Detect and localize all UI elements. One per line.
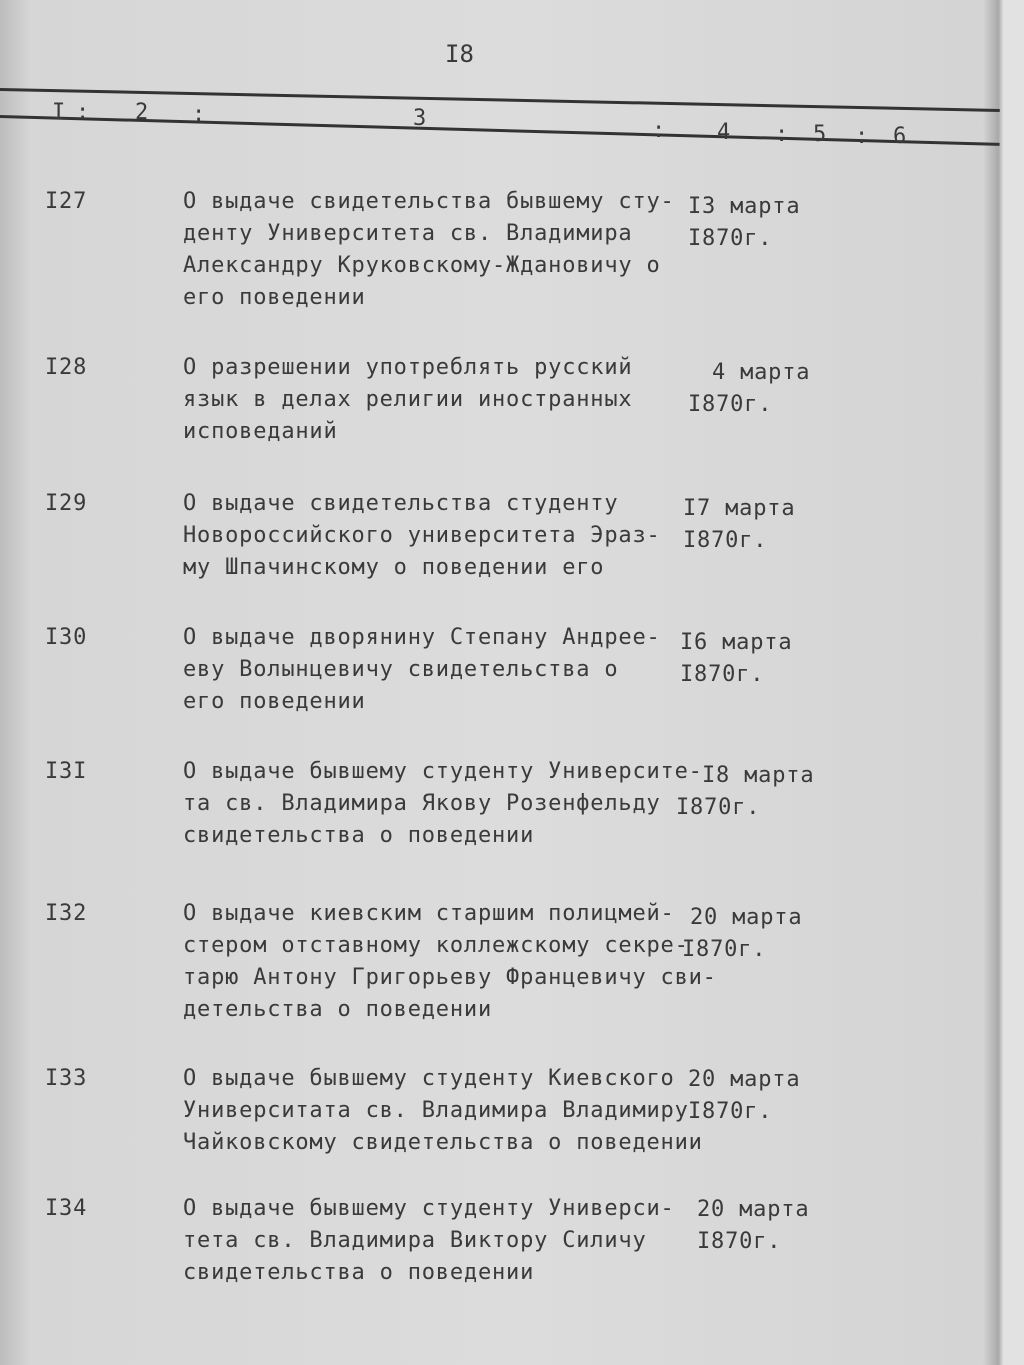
entry-number: I33 bbox=[45, 1066, 88, 1091]
entry-date: 20 марта I870г. bbox=[697, 1197, 810, 1254]
header-rule-bottom bbox=[0, 115, 1000, 146]
entry-number: I3I bbox=[45, 759, 88, 784]
column-header-5: 5 bbox=[813, 122, 827, 147]
entry-date: I8 марта I870г. bbox=[676, 763, 815, 820]
entry-description: О выдаче бывшему студенту Университе- та св. Владимира Якову Розенфельду свидетельства о поведении bbox=[183, 759, 703, 848]
entry-date: I6 марта I870г. bbox=[680, 630, 793, 687]
page-number: I8 bbox=[445, 40, 474, 68]
entry-description: О выдаче бывшему студенту Киевского Университата св. Владимира Владимиру Чайковскому свидетельства о поведении bbox=[183, 1066, 703, 1155]
column-header-6: 6 bbox=[893, 124, 907, 149]
entry-date: 4 марта I870г. bbox=[688, 360, 811, 417]
column-header-1: I bbox=[52, 100, 66, 125]
entry-description: О выдаче бывшему студенту Универси- тета св. Владимира Виктору Силичу свидетельства о поведении bbox=[183, 1196, 675, 1285]
entry-date: 20 марта I870г. bbox=[688, 1067, 801, 1124]
column-separator: : bbox=[76, 100, 90, 125]
entry-number: I27 bbox=[45, 189, 88, 214]
entry-number: I34 bbox=[45, 1196, 88, 1221]
entry-number: I28 bbox=[45, 355, 88, 380]
column-header-3: 3 bbox=[413, 106, 427, 131]
entry-date: I7 марта I870г. bbox=[683, 496, 796, 553]
entry-description: О выдаче киевским старшим полицмей- стером отставному коллежскому секре- тарю Антону Григорьеву Францевичу сви- детельства о поведении bbox=[183, 901, 717, 1022]
column-separator: : bbox=[775, 122, 789, 147]
column-separator: : bbox=[652, 118, 666, 143]
column-separator: : bbox=[855, 124, 869, 149]
header-rule-top bbox=[0, 88, 1000, 112]
entry-number: I30 bbox=[45, 625, 88, 650]
column-separator: : bbox=[192, 102, 206, 127]
entry-description: О выдаче свидетельства студенту Новороссийского университета Эраз- му Шпачинскому о поведении его bbox=[183, 491, 661, 580]
entry-description: О выдаче дворянину Степану Андрее- еву Волынцевичу свидетельства о его поведении bbox=[183, 625, 661, 714]
entry-date: 20 марта I870г. bbox=[682, 905, 803, 962]
entry-description: О выдаче свидетельства бывшему сту- денту Университета св. Владимира Александру Круковскому-Ждановичу о его поведении bbox=[183, 189, 675, 310]
column-header-2: 2 bbox=[135, 100, 149, 125]
entry-description: О разрешении употреблять русский язык в делах религии иностранных исповеданий bbox=[183, 355, 633, 444]
entry-number: I32 bbox=[45, 901, 88, 926]
column-header-4: 4 bbox=[717, 120, 731, 145]
entry-number: I29 bbox=[45, 491, 88, 516]
entry-date: I3 марта I870г. bbox=[688, 194, 801, 251]
